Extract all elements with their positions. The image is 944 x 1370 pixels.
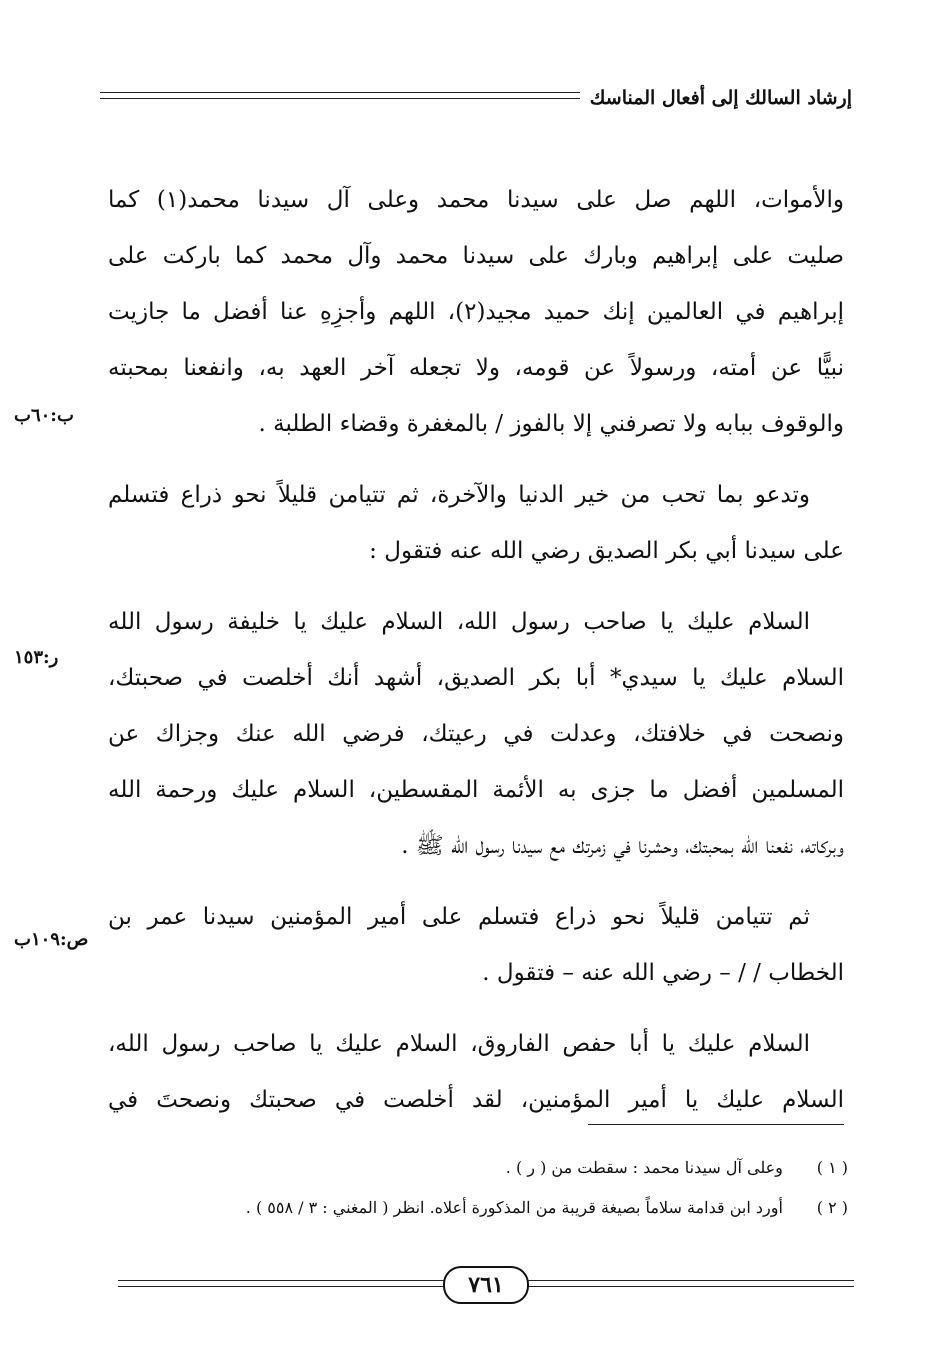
text-line: إبراهيم في العالمين إنك حميد مجيد(٢)، اللهم وأجزِهِ عنا أفضل ما جازيت <box>108 299 844 325</box>
footnote-text: أورد ابن قدامة سلاماً بصيغة قريبة من المذكورة أعلاه. انظر ( المغني : ٣ / ٥٥٨ ) . <box>245 1198 783 1217</box>
text-line: ونصحت في خلافتك، وعدلت في رعيتك، فرضي الله عنك وجزاك عن <box>108 721 844 747</box>
text-line: السلام عليك يا أمير المؤمنين، لقد أخلصت في صحبتك ونصحتَ في <box>108 1087 844 1113</box>
text-line: صليت على إبراهيم وبارك على سيدنا محمد وآل محمد كما باركت على <box>108 243 844 269</box>
text-line: المسلمين أفضل ما جزى به الأئمة المقسطين، السلام عليك ورحمة الله <box>108 777 844 803</box>
book-title: إرشاد السالك إلى أفعال المناسك <box>580 84 852 112</box>
text-line: السلام عليك يا سيدي* أبا بكر الصديق، أشهد أنك أخلصت في صحبتك، <box>108 665 844 691</box>
page-footer <box>118 1262 854 1310</box>
footnotes <box>108 1152 848 1232</box>
text-line: وتدعو بما تحب من خير الدنيا والآخرة، ثم تتيامن قليلاً نحو ذراع فتسلم <box>108 482 810 508</box>
margin-note: ر:١٥٣ <box>14 647 59 668</box>
main-text <box>108 172 844 1128</box>
margin-note: ب:٦٠ب <box>14 405 74 426</box>
text-line: والوقوف ببابه ولا تصرفني إلا بالفوز / بالمغفرة وقضاء الطلبة . <box>258 411 844 437</box>
footnote-text: وعلى آل سيدنا محمد : سقطت من ( ر ) . <box>505 1158 783 1177</box>
margin-note: ص:١٠٩ب <box>14 929 89 950</box>
footnote-separator <box>588 1124 844 1125</box>
text-line: والأموات، اللهم صل على سيدنا محمد وعلى آل سيدنا محمد(١) كما <box>108 187 844 213</box>
text-line: الخطاب / / – رضي الله عنه – فتقول . <box>482 960 844 986</box>
text-line: السلام عليك يا أبا حفص الفاروق، السلام عليك يا صاحب رسول الله، <box>108 1031 810 1057</box>
page-number: ٧٦١ <box>443 1266 529 1304</box>
text-line: على سيدنا أبي بكر الصديق رضي الله عنه فتقول : <box>369 538 844 564</box>
footnote-number: ( ٢ ) <box>816 1198 848 1217</box>
text-line: وبركاته، نفعنا الله بمحبتك، وحشرنا في زمرتك مع سيدنا رسول الله ﷺ . <box>401 833 844 859</box>
text-line: السلام عليك يا صاحب رسول الله، السلام عليك يا خليفة رسول الله <box>108 609 810 635</box>
text-line: ثم تتيامن قليلاً نحو ذراع فتسلم على أمير المؤمنين سيدنا عمر بن <box>108 904 810 930</box>
text-line: نبيًّا عن أمته، ورسولاً عن قومه، ولا تجعله آخر العهد به، وانفعنا بمحبته <box>108 355 844 381</box>
footnote <box>108 1152 848 1192</box>
running-header <box>100 84 852 116</box>
footnote-number: ( ١ ) <box>816 1158 848 1177</box>
footnote <box>108 1192 848 1232</box>
